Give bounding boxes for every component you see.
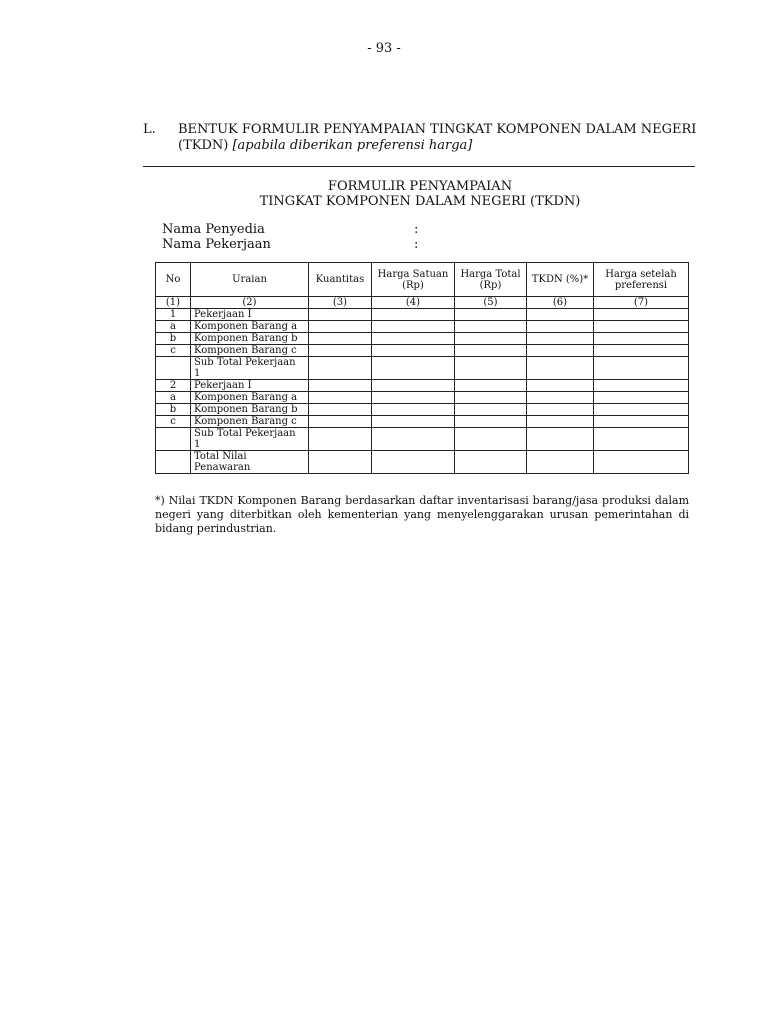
field-label: Nama Penyedia — [162, 222, 265, 237]
empty-cell — [594, 357, 689, 380]
empty-cell — [309, 428, 372, 451]
empty-cell — [594, 345, 689, 357]
row-uraian: Total Nilai Penawaran — [191, 451, 309, 474]
empty-cell — [372, 392, 455, 404]
empty-cell — [594, 380, 689, 392]
empty-cell — [527, 357, 594, 380]
empty-cell — [372, 357, 455, 380]
column-number: (3) — [309, 297, 372, 309]
empty-cell — [594, 416, 689, 428]
row-uraian: Komponen Barang c — [191, 345, 309, 357]
table-row — [156, 428, 689, 451]
row-no: a — [156, 392, 191, 404]
column-number: (6) — [527, 297, 594, 309]
table-row — [156, 357, 689, 380]
row-uraian: Pekerjaan I — [191, 309, 309, 321]
form-title — [0, 179, 768, 209]
empty-cell — [309, 309, 372, 321]
header-tkdn: TKDN (%)* — [527, 263, 594, 297]
column-number: (7) — [594, 297, 689, 309]
empty-cell — [455, 404, 527, 416]
empty-cell — [594, 404, 689, 416]
column-number: (5) — [455, 297, 527, 309]
row-no: c — [156, 416, 191, 428]
empty-cell — [527, 333, 594, 345]
empty-cell — [309, 357, 372, 380]
empty-cell — [455, 451, 527, 474]
table-row — [156, 451, 689, 474]
empty-cell — [309, 451, 372, 474]
empty-cell — [309, 404, 372, 416]
empty-cell — [455, 333, 527, 345]
row-uraian: Komponen Barang a — [191, 321, 309, 333]
section-letter: L. — [143, 122, 156, 137]
empty-cell — [527, 321, 594, 333]
empty-cell — [527, 309, 594, 321]
section-title-prefix: (TKDN) — [178, 138, 229, 153]
empty-cell — [527, 416, 594, 428]
section-title-note: [apabila diberikan preferensi harga] — [232, 138, 473, 153]
empty-cell — [372, 321, 455, 333]
table-row — [156, 345, 689, 357]
table-header-row — [156, 263, 689, 297]
table-row — [156, 404, 689, 416]
empty-cell — [527, 428, 594, 451]
empty-cell — [594, 321, 689, 333]
header-harga-preferensi: Harga setelah preferensi — [594, 263, 689, 297]
tkdn-table — [155, 262, 689, 474]
empty-cell — [455, 309, 527, 321]
header-uraian: Uraian — [191, 263, 309, 297]
field-nama-pekerjaan — [162, 237, 462, 252]
row-uraian: Komponen Barang a — [191, 392, 309, 404]
empty-cell — [372, 380, 455, 392]
empty-cell — [527, 392, 594, 404]
empty-cell — [455, 357, 527, 380]
empty-cell — [527, 380, 594, 392]
row-no: 1 — [156, 309, 191, 321]
empty-cell — [372, 404, 455, 416]
empty-cell — [309, 380, 372, 392]
row-no — [156, 357, 191, 380]
empty-cell — [372, 428, 455, 451]
row-no: b — [156, 333, 191, 345]
empty-cell — [309, 321, 372, 333]
header-kuantitas: Kuantitas — [309, 263, 372, 297]
empty-cell — [309, 416, 372, 428]
row-no: 2 — [156, 380, 191, 392]
form-title-line1: FORMULIR PENYAMPAIAN — [327, 179, 513, 194]
empty-cell — [455, 321, 527, 333]
section-title-line1: BENTUK FORMULIR PENYAMPAIAN TINGKAT KOMPONEN DALAM NEGERI — [178, 122, 697, 137]
row-uraian: Komponen Barang b — [191, 404, 309, 416]
field-nama-penyedia — [162, 222, 462, 237]
row-no: b — [156, 404, 191, 416]
table-row — [156, 309, 689, 321]
empty-cell — [455, 380, 527, 392]
empty-cell — [594, 392, 689, 404]
empty-cell — [372, 416, 455, 428]
empty-cell — [309, 333, 372, 345]
empty-cell — [455, 345, 527, 357]
empty-cell — [594, 309, 689, 321]
form-fields — [162, 222, 462, 252]
row-no — [156, 451, 191, 474]
section-title-line2 — [178, 138, 698, 154]
empty-cell — [455, 392, 527, 404]
row-uraian: Pekerjaan I — [191, 380, 309, 392]
empty-cell — [527, 451, 594, 474]
empty-cell — [372, 345, 455, 357]
header-no: No — [156, 263, 191, 297]
table-row — [156, 416, 689, 428]
section-divider — [143, 166, 695, 167]
empty-cell — [372, 309, 455, 321]
column-number: (4) — [372, 297, 455, 309]
row-uraian: Sub Total Pekerjaan 1 — [191, 357, 309, 380]
row-no — [156, 428, 191, 451]
empty-cell — [527, 345, 594, 357]
field-colon: : — [414, 222, 419, 237]
empty-cell — [527, 404, 594, 416]
form-title-line2: TINGKAT KOMPONEN DALAM NEGERI (TKDN) — [259, 194, 581, 209]
table-row — [156, 333, 689, 345]
empty-cell — [309, 392, 372, 404]
footnote: *) Nilai TKDN Komponen Barang berdasarkan daftar inventarisasi barang/jasa produksi dalam negeri yang diterbitkan oleh kementerian yang menyelenggarakan urusan pemerintahan di bidang perindustrian. — [155, 494, 689, 535]
empty-cell — [372, 333, 455, 345]
row-uraian: Komponen Barang b — [191, 333, 309, 345]
empty-cell — [455, 416, 527, 428]
table-row — [156, 380, 689, 392]
field-colon: : — [414, 237, 419, 252]
page-number: - 93 - — [367, 41, 401, 56]
table-row — [156, 321, 689, 333]
header-harga-satuan: Harga Satuan (Rp) — [372, 263, 455, 297]
empty-cell — [372, 451, 455, 474]
empty-cell — [594, 451, 689, 474]
empty-cell — [594, 428, 689, 451]
table-row — [156, 392, 689, 404]
header-harga-total: Harga Total (Rp) — [455, 263, 527, 297]
column-number: (2) — [191, 297, 309, 309]
empty-cell — [455, 428, 527, 451]
row-no: c — [156, 345, 191, 357]
row-uraian: Komponen Barang c — [191, 416, 309, 428]
column-number: (1) — [156, 297, 191, 309]
field-label: Nama Pekerjaan — [162, 237, 271, 252]
column-number-row — [156, 297, 689, 309]
empty-cell — [594, 333, 689, 345]
row-no: a — [156, 321, 191, 333]
row-uraian: Sub Total Pekerjaan 1 — [191, 428, 309, 451]
section-title — [178, 122, 698, 154]
empty-cell — [309, 345, 372, 357]
